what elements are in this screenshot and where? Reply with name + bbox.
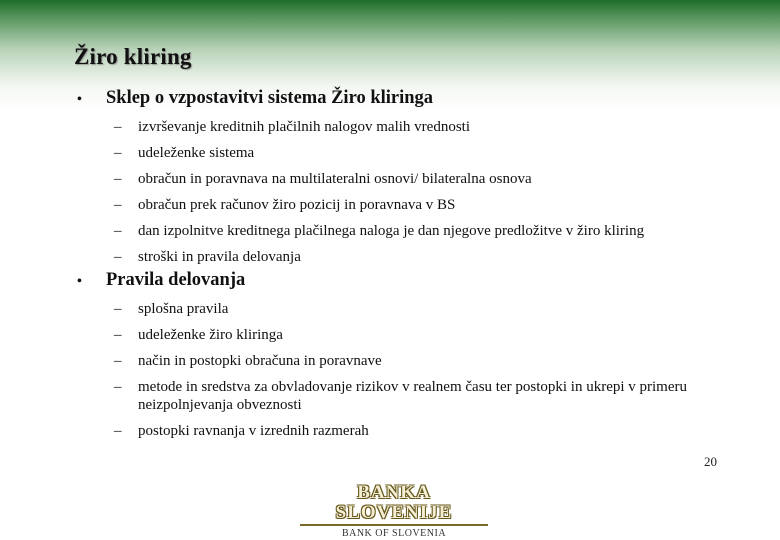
sub-item: – način in postopki obračuna in poravnave — [114, 353, 382, 369]
bullet-dot: • — [77, 274, 82, 289]
sub-item: – dan izpolnitve kreditnega plačilnega naloga je dan njegove predložitve v žiro kliring — [114, 223, 645, 239]
sub-item: – metode in sredstva za obvladovanje rizikov v realnem času ter postopki in ukrepi v primeru neizpolnjevanja obveznosti — [114, 379, 688, 413]
bullet-dot: • — [77, 92, 82, 107]
banka-slovenije-logo — [300, 483, 488, 539]
bullet-sklep — [77, 88, 737, 118]
sub-item: – splošna pravila — [114, 301, 229, 317]
slide-content — [77, 88, 737, 440]
sub-item: – postopki ravnanja v izrednih razmerah — [114, 423, 369, 439]
sub-item: – udeleženke žiro kliringa — [114, 327, 283, 343]
sub-item: – stroški in pravila delovanja — [114, 249, 301, 265]
sub-item: – udeleženke sistema — [114, 145, 255, 161]
sub-item: – obračun prek računov žiro pozicij in poravnava v BS — [114, 197, 456, 213]
page-number: 20 — [704, 454, 717, 469]
sub-item: – izvrševanje kreditnih plačilnih nalogov malih vrednosti — [114, 119, 470, 135]
slide-title: Žiro kliring — [74, 44, 192, 69]
logo-sub-text: BANK OF SLOVENIA — [341, 528, 447, 539]
logo-main-text: BANKA SLOVENIJE — [300, 483, 488, 526]
bullet-label: Sklep o vzpostavitvi sistema Žiro kliringa — [106, 88, 434, 108]
bullet-label: Pravila delovanja — [106, 270, 246, 290]
bullet-pravila — [77, 270, 737, 300]
sub-item: – obračun in poravnava na multilateralni osnovi/ bilateralna osnova — [114, 171, 532, 187]
